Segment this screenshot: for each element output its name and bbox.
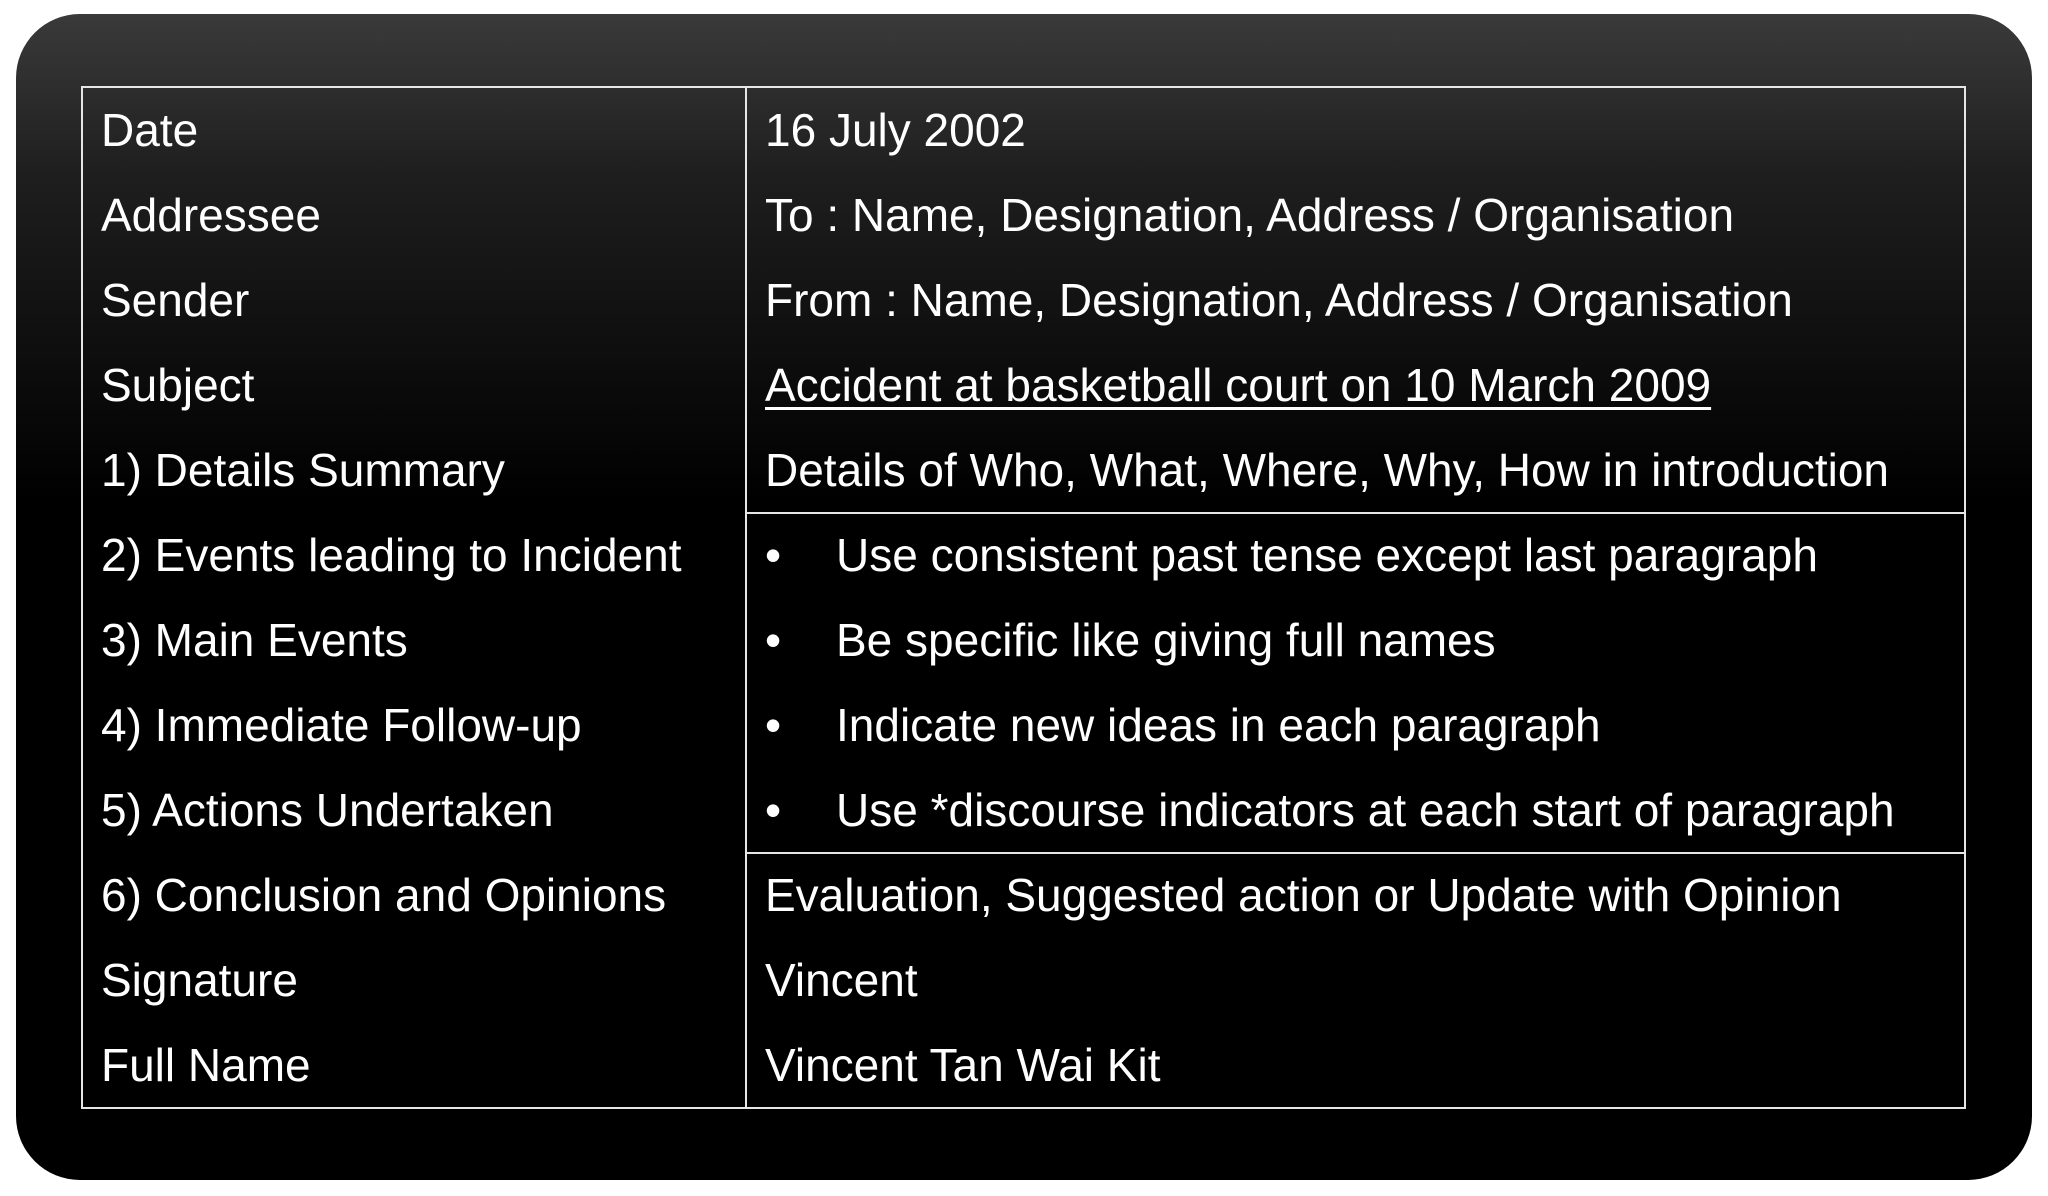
value-details-summary: Details of Who, What, Where, Why, How in introduction [765,444,1889,496]
label-column [83,88,747,1107]
bullet-icon: • [765,614,782,666]
bullet-text: Be specific like giving full names [836,614,1496,666]
label-immediate-follow-up: 4) Immediate Follow-up [101,699,582,751]
label-addressee: Addressee [101,189,321,241]
bullet-icon: • [765,784,782,836]
value-full-name: Vincent Tan Wai Kit [765,1039,1161,1091]
bullet-text: Use *discourse indicators at each start of paragraph [836,784,1895,836]
label-events-leading: 2) Events leading to Incident [101,529,682,581]
value-subject-row [747,343,1964,428]
label-conclusion-opinions: 6) Conclusion and Opinions [101,869,667,921]
report-format-table [81,86,1966,1109]
value-date: 16 July 2002 [765,104,1026,156]
bullet-item [747,683,1964,768]
value-sender: From : Name, Designation, Address / Organisation [765,274,1793,326]
label-details-summary: 1) Details Summary [101,444,505,496]
bullet-text: Indicate new ideas in each paragraph [836,699,1601,751]
value-conclusion: Evaluation, Suggested action or Update with Opinion [765,869,1842,921]
value-column [747,88,1964,1107]
label-main-events: 3) Main Events [101,614,408,666]
bullet-item [747,513,1964,598]
bullet-icon: • [765,699,782,751]
bullet-item [747,768,1964,853]
bullet-icon: • [765,529,782,581]
bullet-item [747,598,1964,683]
slide-background [16,14,2032,1180]
bullet-text: Use consistent past tense except last paragraph [836,529,1818,581]
value-addressee: To : Name, Designation, Address / Organisation [765,189,1735,241]
value-signature: Vincent [765,954,918,1006]
label-sender: Sender [101,274,250,326]
label-date: Date [101,104,199,156]
label-subject: Subject [101,359,255,411]
value-subject: Accident at basketball court on 10 March 2009 [765,359,1712,411]
label-full-name: Full Name [101,1039,311,1091]
label-actions-undertaken: 5) Actions Undertaken [101,784,554,836]
label-signature: Signature [101,954,298,1006]
